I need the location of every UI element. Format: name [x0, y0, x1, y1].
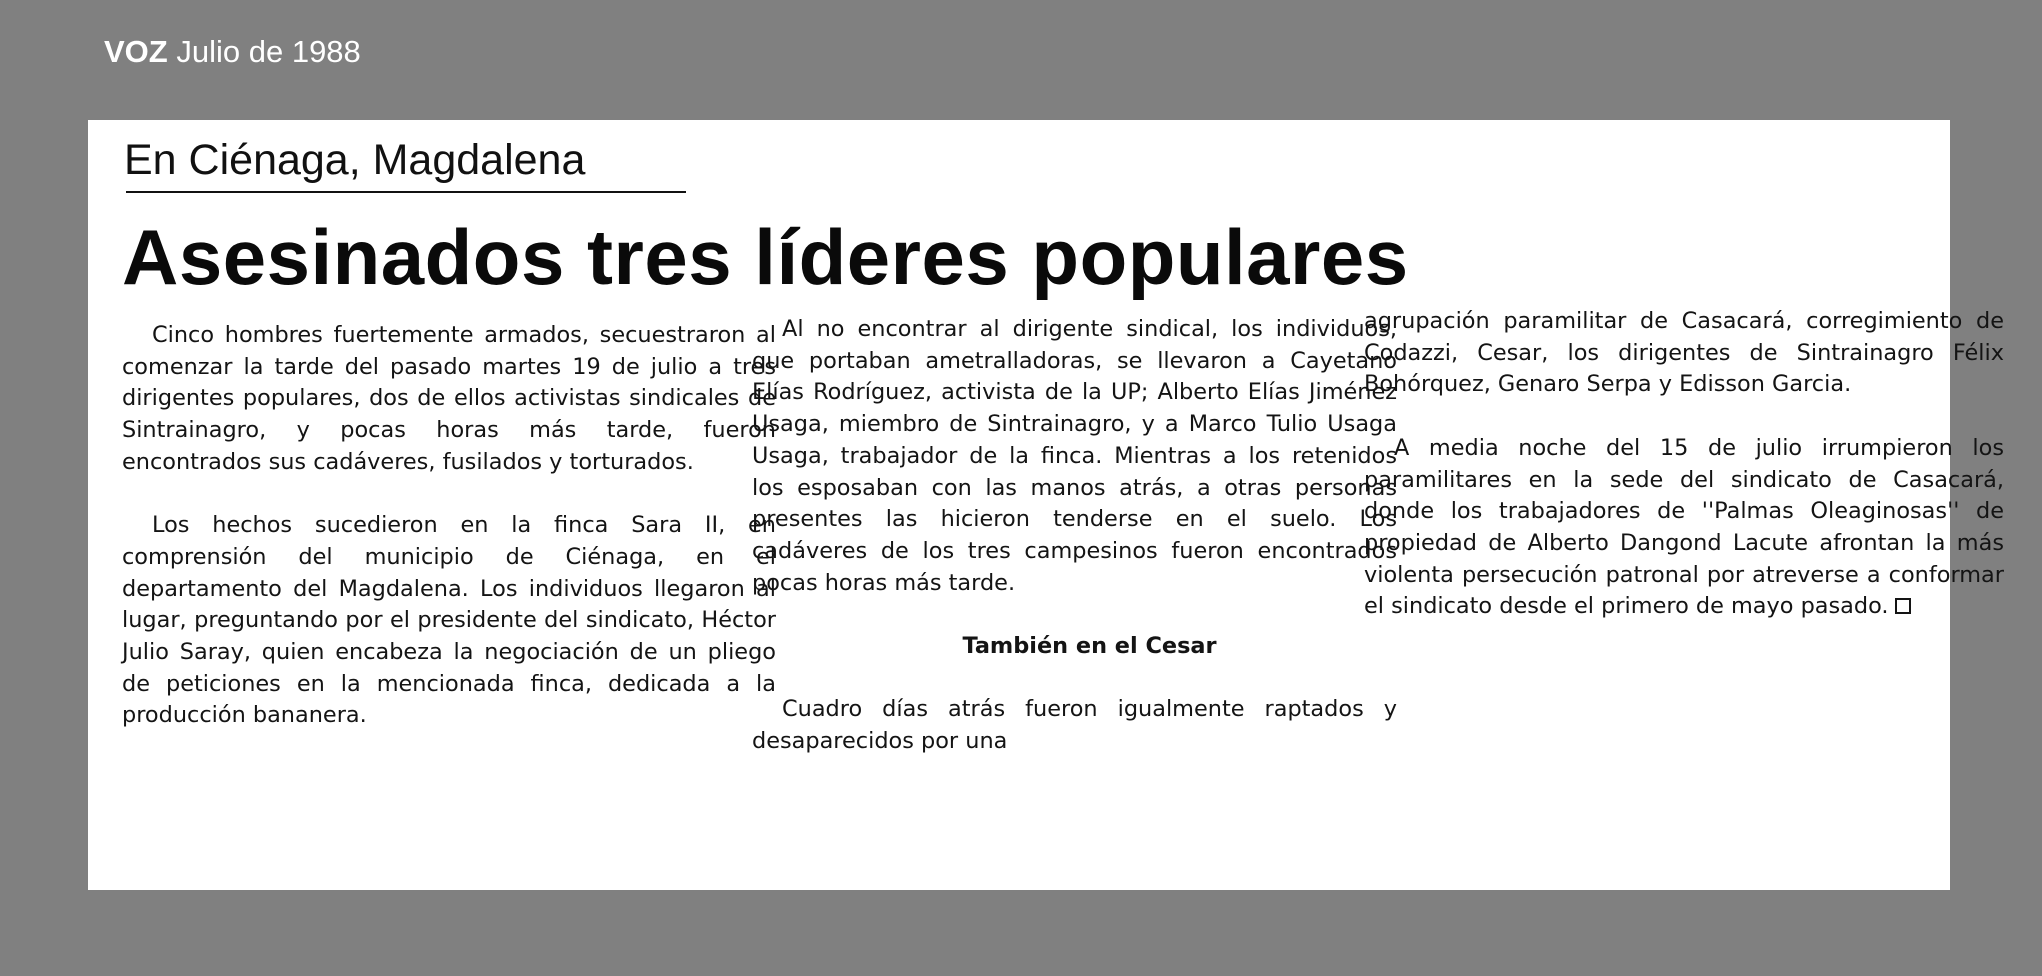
newspaper-clipping	[88, 120, 2004, 890]
article-column-1	[122, 320, 776, 732]
end-of-article-icon	[1895, 598, 1911, 614]
article-paragraph: Al no encontrar al dirigente sindical, los individuos, que portaban ametralladoras, se llevaron a Cayetano Elías Rodríguez, activista de la UP; Alberto Elías Jiménez Usaga, miembro de Sintrainagro, y a Marco Tulio Usaga Usaga, trabajador de la finca. Mientras a los retenidos los esposaban con las manos atrás, a otras personas presentes las hicieron tenderse en el suelo. Los cadáveres de los tres campesinos fueron encontrados pocas horas más tarde.	[752, 316, 1397, 596]
article-column-3	[1364, 306, 2004, 623]
publication-date: Julio de 1988	[176, 34, 361, 69]
article-paragraph: Los hechos sucedieron en la finca Sara II, en comprensión del municipio de Ciénaga, en el departamento del Magdalena. Los individuos llegaron al lugar, preguntando por el presidente del sindicato, Héctor Julio Saray, quien encabeza la negociación de un pliego de peticiones en la mencionada finca, dedicada a la producción bananera.	[122, 512, 776, 729]
article-kicker: En Ciénaga, Magdalena	[124, 136, 586, 184]
article-subhead: También en el Cesar	[962, 633, 1217, 660]
publication-name: VOZ	[104, 34, 168, 69]
article-paragraph-final-text: A media noche del 15 de julio irrumpieron los paramilitares en la sede del sindicato de Casacará, donde los trabajadores de ''Palmas Oleaginosas'' de propiedad de Alberto Dangond Lacute afrontan la más violenta persecución patronal por atreverse a conformar el sindicato desde el primero de mayo pasado.	[1364, 434, 2004, 620]
source-caption	[104, 34, 361, 70]
article-paragraph-final	[1364, 433, 2004, 623]
article-column-2	[752, 314, 1397, 758]
article-headline: Asesinados tres líderes populares	[122, 213, 1409, 301]
article-paragraph: Cuadro días atrás fueron igualmente raptados y desaparecidos por una	[752, 696, 1397, 755]
article-paragraph-continued: agrupación paramilitar de Casacará, corregimiento de Codazzi, Cesar, los dirigentes de Sintrainagro Félix Bohórquez, Genaro Serpa y Edisson Garcia.	[1364, 308, 2004, 398]
kicker-underline	[126, 191, 686, 193]
article-paragraph: Cinco hombres fuertemente armados, secuestraron al comenzar la tarde del pasado martes 19 de julio a tres dirigentes populares, dos de ellos activistas sindicales de Sintrainagro, y pocas horas más tarde, fueron encontrados sus cadáveres, fusilados y torturados.	[122, 322, 776, 475]
